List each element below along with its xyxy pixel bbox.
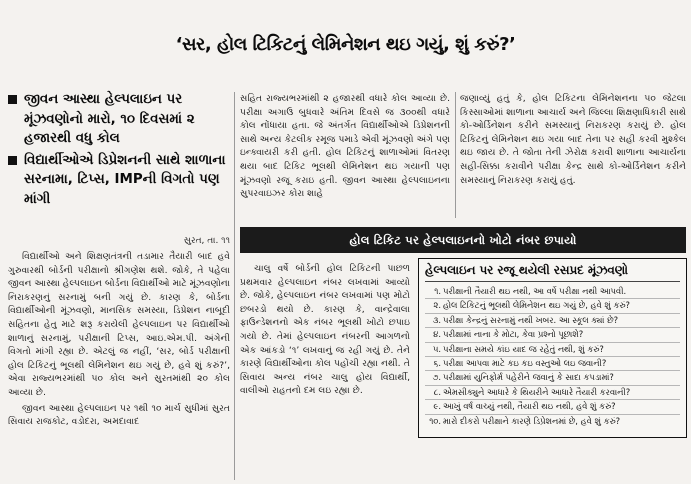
item-text: આખું વર્ષ વાચ્યું નથી, તૈયારી થઇ નથી, હવે શું કરું? <box>443 401 616 412</box>
item-text: પરીક્ષામાં યુનિફોર્મ પહેરીને જવાનું કે સાદા કપડામાં? <box>443 372 614 383</box>
list-item <box>425 314 680 328</box>
square-bullet-icon <box>8 95 17 104</box>
sub-heads <box>8 90 230 211</box>
sub-head-student-queries <box>8 151 230 210</box>
sub-head-text: જીવન આસ્થા હેલ્પલાઇન પર મૂંઝવણોનો મારો, ૧૦ દિવસમાં ૨ હજારથી વધુ કોલ <box>24 92 195 146</box>
item-number: ૯. <box>433 401 441 412</box>
sub-head-helpline-calls <box>8 90 230 149</box>
item-text: પરીક્ષાના સમયે કાંઇ યાદ જ રહેતું નથી, શું કરું? <box>443 343 604 354</box>
item-text: હોલ ટિકિટનું ભૂલથી લેમિનેશન થઇ ગયું છે, હવે શું કરું? <box>443 300 630 311</box>
item-number: ૭. <box>432 372 441 383</box>
article-column-2 <box>240 92 450 216</box>
list-item <box>425 400 680 414</box>
article-column-4 <box>240 262 410 442</box>
item-text: પરીક્ષા કેન્દ્રનું સરનામું નથી ખબર. આ સ્કૂલ ક્યાં છે? <box>443 314 619 325</box>
sub-head-text: વિદ્યાર્થીઓએ ડિપ્રેશનની સાથે શાળાના સરનામા, ટિપ્સ, IMPની વિગતો પણ માંગી <box>24 152 226 207</box>
paragraph: જણાવ્યું હતું કે, હોલ ટિકિટના લેમિનેશનના ૫૦ જેટલા કિસ્સાઓમાં શાળાના આચાર્ય અને જિલ્લા શિક્ષણાધિકારી સાથે કો-ઓર્ડિનેશન કરીને સમસ્યાનું નિરાકરણ કરાયું છે. હોલ ટિકિટનું લેમિનેશન થઇ ગયા બાદ તેના પર સહી કરવી મુશ્કેલ થઇ જાય છે. તે જોતા તેની ઝેરોક્ષ કરાવી શાળાના આચાર્યના સહી-સિક્કા કરાવીને પરીક્ષા કેન્દ્ર સાથે કો-ઓર્ડિનેશન કરીને સમસ્યાનું નિરાકરણ કરાયું હતું. <box>460 93 686 186</box>
square-bullet-icon <box>8 156 17 165</box>
wrong-number-banner: હોલ ટિકિટ પર હેલ્પલાઇનનો ખોટો નંબર છપાયો <box>240 227 686 253</box>
paragraph: ચાલુ વર્ષે બોર્ડની હોલ ટિકિટની પાછળ પ્રથમવાર હેલ્પલાઇન નંબર લખવામાં આવ્યો છે. જોકે, હેલ્પલાઇન નંબર લખવામાં પણ મોટો છબરડો થયો છે. કારણ કે, વાન્દ્રેવાલા ફાઉન્ડેશનનો એક નંબર ભૂલથી ખોટો છપાઇ ગયો છે. તેમાં હેલ્પલાઇન નંબરની આગળનો એક આંકડો ‘૧’ લખવાનું જ રહી ગયું છે. તેને કારણે વિદ્યાર્થીઓના કોલ પહોંચી રહ્યા નથી. તે સિવાય અન્ય નંબર ચાલુ હોય વિદ્યાર્થી, વાલીઓ રાહતનો દમ લઇ રહ્યા છે. <box>240 263 410 397</box>
item-number: ૪. <box>433 329 441 340</box>
list-item <box>425 343 680 357</box>
queries-box-title: હેલ્પલાઇન પર રજૂ થયેલી રસપ્રદ મૂંઝવણો <box>425 263 680 282</box>
list-item <box>425 386 680 400</box>
list-item <box>425 285 680 299</box>
item-text: પરીક્ષામાં નાના કે મોટા, કેવા પ્રશ્નો પૂછાશે? <box>443 329 584 340</box>
list-item <box>425 328 680 342</box>
list-item <box>425 299 680 313</box>
item-number: ૬. <box>433 358 441 369</box>
list-item <box>425 371 680 385</box>
item-text: પરીક્ષાની તૈયારી થઇ નથી, આ વર્ષે પરીક્ષા નથી આપવી. <box>443 286 627 296</box>
item-text: મારો દીકરો પરીક્ષાને કારણે ડિપ્રેશનમાં છે, હવે શું કરું? <box>443 415 621 426</box>
item-number: ૮. <box>433 386 441 397</box>
paragraph: વિદ્યાર્થીઓ અને શિક્ષણતંત્રની તડામાર તૈયારી બાદ હવે ગુરુવારથી બોર્ડની પરીક્ષાનો શ્રીગણેશ થશે. જોકે, તે પહેલા જીવન આસ્થા હેલ્પલાઇન બોર્ડના વિદ્યાર્થીઓ માટે મૂંઝવણોના નિરાકરણનું સરનામું બની ગયું છે. કારણ કે, બોર્ડના વિદ્યાર્થીઓની મૂંઝવણો, માનસિક સમસ્યા, ડિપ્રેશન નાબૂદી સહિતના હેતુ માટે શરૂ કરાયેલી હેલ્પલાઇન પર વિદ્યાર્થીઓ શાળાનું સરનામું, પરીક્ષાની ટિપ્સ, આઇ.એમ.પી. અંગેની વિગતો માંગી રહ્યા છે. એટલું જ નહીં, ‘સર, બોર્ડ પરીક્ષાની હોલ ટિકિટનું ભૂલથી લેમિનેશન થઇ ગયું છે, હવે શું કરું?’, એવા રાજ્યભરમાંથી ૫૦ કોલ અને સુરતમાંથી ૨૦ કોલ આવ્યા છે. <box>8 251 230 398</box>
paragraph: સહિત રાજ્યભરમાંથી ૨ હજારથી વધારે કોલ આવ્યા છે. પરીક્ષા અગાઉ બુધવારે અંતિમ દિવસે જ ૩૦૦થી વધારે કોલ નોંધાયા હતા. જે અંતર્ગત વિદ્યાર્થીઓએ ડિપ્રેશનની સાથે અન્ય કેટલીક રમૂજ પમાડે એવી મૂંઝવણો અંગે પણ ઇન્ક્વાયરી કરી હતી. હોલ ટિકિટનું શાળાઓમાં વિતરણ થયા બાદ ટિકિટ ભૂલથી લેમિનેશન થઇ ગયાની પણ મૂંઝવણો રજૂ કરાઇ હતી. જીવન આસ્થા હેલ્પલાઇનના સુપરવાઇઝર કોરા શાહે <box>240 93 450 200</box>
paragraph: જીવન આસ્થા હેલ્પલાઇન પર ૧થી ૧૦ માર્ચ સુધીમાં સુરત સિવાય રાજકોટ, વડોદરા, અમદાવાદ <box>8 402 230 428</box>
queries-list <box>425 285 680 428</box>
item-number: ૨. <box>433 300 441 311</box>
item-text: પરીક્ષા આપવા માટે કઇ કઇ વસ્તુઓ લઇ જવાની? <box>443 358 607 369</box>
item-text: એમસીક્યુને આધારે કે થિયરીને આધારે તૈયારી કરવાની? <box>443 386 631 397</box>
list-item <box>425 357 680 371</box>
dateline: સુરત, તા. ૧૧ <box>183 236 230 246</box>
column-divider <box>234 92 235 480</box>
item-number: ૩. <box>432 314 441 325</box>
headline: ‘સર, હોલ ટિકિટનું લેમિનેશન થઇ ગયું, શું કરું?’ <box>175 33 516 55</box>
interesting-queries-box <box>418 258 687 438</box>
column-divider <box>455 92 456 218</box>
article-column-1 <box>8 250 230 482</box>
item-number: ૧. <box>434 286 441 296</box>
item-number: ૫. <box>432 343 441 354</box>
list-item <box>425 415 680 428</box>
article-column-3 <box>460 92 686 216</box>
item-number: ૧૦. <box>429 415 441 426</box>
